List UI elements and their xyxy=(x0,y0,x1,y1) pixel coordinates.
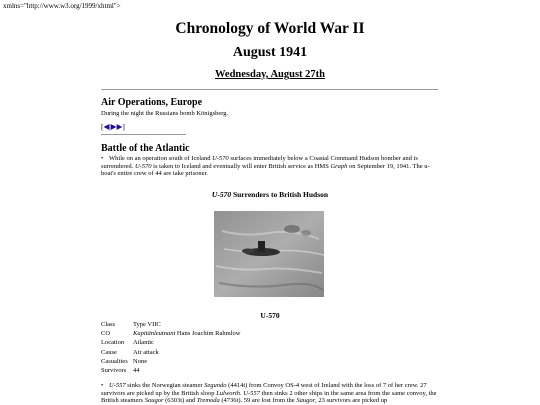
date-heading: Wednesday, August 27th xyxy=(215,69,325,80)
prev-link[interactable]: ◀ xyxy=(103,122,110,131)
info-value xyxy=(133,330,242,339)
atlantic-heading: Battle of the Atlantic xyxy=(101,143,190,154)
xmlns-stray-text: xmlns="http://www.w3.org/1999/xhtml"> xyxy=(3,2,121,10)
info-value-text: Type VIIC xyxy=(133,321,161,328)
month-heading: August 1941 xyxy=(232,45,308,60)
nav-separator: | xyxy=(109,122,111,131)
info-value-text: Atlantic xyxy=(133,339,154,347)
ship-name: Saugor xyxy=(296,397,316,405)
uboat-subheading: U-570 xyxy=(260,311,280,320)
info-value-text: Hans Joachim Rahmlow xyxy=(175,330,241,338)
entry-text: (4414t) from Convoy OS-4 west of Ireland with the loss of 7 of her crew. 27 survivors are picked up by the British sloop xyxy=(101,382,427,397)
uboat-name: U-570 xyxy=(212,155,229,162)
info-label: Survivors xyxy=(101,366,127,374)
uboat-name: U-570 xyxy=(134,162,152,170)
bullet: • xyxy=(101,155,104,162)
uboat-info-table xyxy=(101,321,242,376)
entry-text: (4736t). 59 are lost from the xyxy=(219,397,297,405)
caption-text: Surrenders to British Hudson xyxy=(231,190,329,199)
nav-close-bracket: ] xyxy=(122,122,125,131)
air-ops-heading: Air Operations, Europe xyxy=(101,97,203,108)
info-value-italic: Kapitänleutnant xyxy=(133,330,176,338)
info-value-text: None xyxy=(133,357,148,365)
entry-text: then sinks 2 other ships in the same area from the same convoy, the British steamers xyxy=(101,389,437,405)
info-value-text: 44 xyxy=(133,366,140,374)
uboat-name: U-557 xyxy=(109,382,126,389)
ship-name: Graph xyxy=(330,162,348,170)
info-label: Class xyxy=(101,321,116,328)
info-value xyxy=(133,358,242,367)
photo-caption xyxy=(0,190,540,199)
entry-text: , 23 survivors are picked up xyxy=(315,397,388,405)
info-row xyxy=(101,367,242,376)
info-row xyxy=(101,321,242,330)
info-label: Location xyxy=(101,339,125,347)
info-label: Casualties xyxy=(101,357,128,365)
info-value xyxy=(133,339,242,348)
air-ops-text: During the night the Russians bomb Königsberg. xyxy=(101,110,229,117)
nav-divider xyxy=(101,134,186,135)
info-row xyxy=(101,349,242,358)
entry-text: . xyxy=(240,389,244,397)
page-title: Chronology of World War II xyxy=(175,20,365,37)
info-value xyxy=(133,367,242,376)
info-row xyxy=(101,358,242,367)
info-row xyxy=(101,330,242,339)
nav-links xyxy=(101,122,125,131)
entry-text: sinks the Norwegian steamer xyxy=(125,382,205,389)
info-label: CO xyxy=(101,330,111,338)
info-value-text: Air attack xyxy=(133,348,159,356)
bullet: • xyxy=(101,382,104,389)
next-link[interactable]: ▶▶ xyxy=(110,122,123,131)
ship-name: Tremoda xyxy=(196,397,220,405)
caption-uboat: U-570 xyxy=(211,190,232,199)
info-label: Cause xyxy=(101,348,117,356)
entry-text: on September 19, 1941. The u-boat's entire crew of 44 are take prisoner. xyxy=(101,162,430,178)
info-value xyxy=(133,349,242,358)
atlantic-entry-1 xyxy=(101,155,438,178)
entry-text: While on an operation south of Iceland xyxy=(109,155,213,162)
entry-text: surfaces immediately below a Coastal Command Hudson bomber and is surrendered. xyxy=(101,155,418,170)
uboat-name: U-557 xyxy=(243,389,260,397)
atlantic-entry-2 xyxy=(101,382,438,405)
nav-open-bracket: [ xyxy=(101,122,104,131)
entry-text: (6303t) and xyxy=(163,397,197,405)
ship-name: Saugor xyxy=(144,397,164,405)
ship-name: Segundo xyxy=(204,382,227,389)
info-value xyxy=(133,321,242,330)
ship-name: Lulworth xyxy=(216,389,241,397)
info-row xyxy=(101,339,242,348)
u570-photo xyxy=(214,211,324,297)
entry-text: is taken to Iceland and eventually will enter British service as HMS xyxy=(151,162,331,170)
section-divider xyxy=(101,89,438,90)
